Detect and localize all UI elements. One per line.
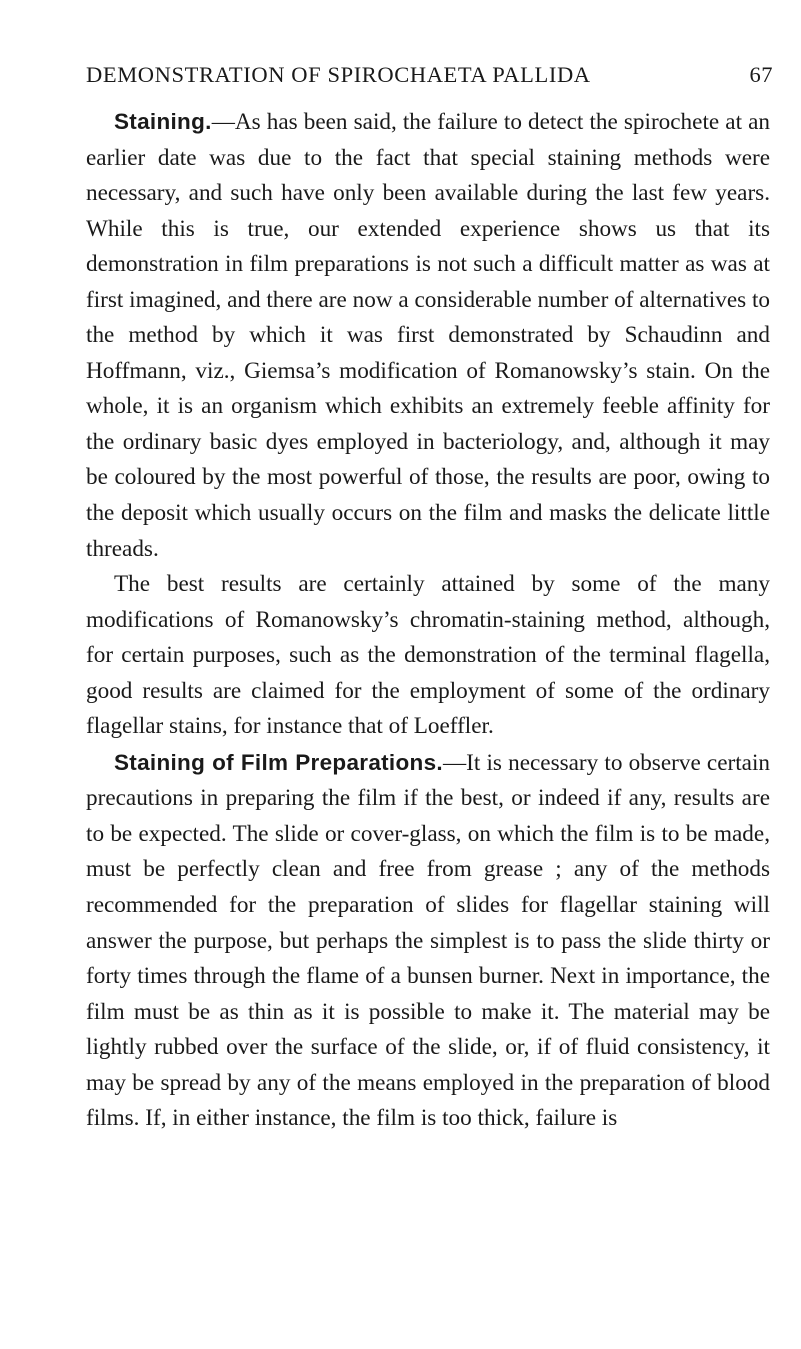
- body-text: [86, 104, 770, 1137]
- page-number: 67: [749, 62, 773, 87]
- paragraph-staining-film-preparations: [86, 745, 770, 1137]
- section-heading-staining-film-preparations: Staining of Film Preparations.: [114, 749, 443, 775]
- section-heading-staining: Staining.: [114, 109, 212, 134]
- paragraph-text: The best results are certainly attained by some of the many modifications of Romanowsky’s chromatin-staining method, although, for certain purposes, such as the demonstration of the terminal flagella, good results are claimed for the employment of some of the ordinary flagellar stains, for instance that of Loeffler.: [86, 571, 770, 740]
- paragraph-best-results: [86, 567, 770, 745]
- paragraph-staining: [86, 104, 770, 567]
- paragraph-text: —It is necessary to observe certain precautions in preparing the film if the best, or indeed if any, results are to be expected. The slide or cover-glass, on which the film is to be made, must be perfectly clean and free from grease ; any of the methods recommended for the preparation of slides for flagellar staining will answer the purpose, but perhaps the simplest is to pass the slide thirty or forty times through the flame of a bunsen burner. Next in importance, the film must be as thin as it is possible to make it. The material may be lightly rubbed over the surface of the slide, or, if of fluid consistency, it may be spread by any of the means employed in the preparation of blood films. If, in either instance, the film is too thick, failure is: [86, 749, 770, 1132]
- running-title: DEMONSTRATION OF SPIROCHAETA PALLIDA: [86, 62, 591, 87]
- paragraph-text: —As has been said, the failure to detect the spirochete at an earlier date was due to the fact that special staining methods were necessary, and such have only been available during the last few years. While this is true, our extended experience shows us that its demonstration in film preparations is not such a difficult matter as was at first imagined, and there are now a considerable number of alternatives to the method by which it was first demonstrated by Schaudinn and Hoffmann, viz., Giemsa’s modification of Romanowsky’s stain. On the whole, it is an organism which exhibits an extremely feeble affinity for the ordinary basic dyes employed in bacteriology, and, although it may be coloured by the most powerful of those, the results are poor, owing to the deposit which usually occurs on the film and masks the delicate little threads.: [86, 109, 770, 562]
- running-head: [86, 62, 773, 94]
